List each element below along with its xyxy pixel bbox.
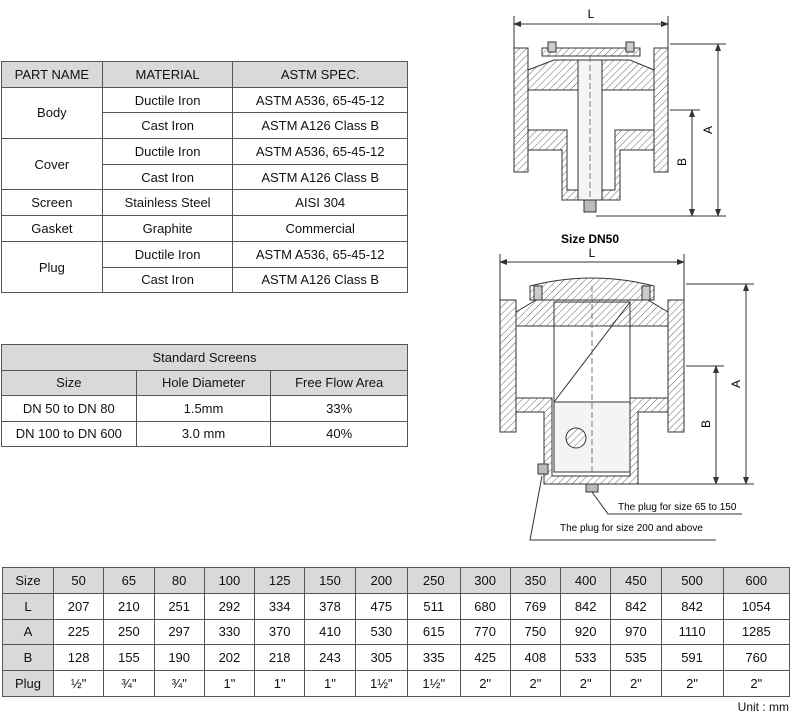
spec-cell: AISI 304 xyxy=(233,190,408,216)
table-cell: 511 xyxy=(408,593,460,619)
materials-table xyxy=(1,61,408,293)
table-cell: DN 100 to DN 600 xyxy=(2,421,137,447)
table-cell: 207 xyxy=(54,593,104,619)
row-label-cell: Plug xyxy=(3,671,54,697)
table-row xyxy=(2,139,408,165)
dim-label-l: L xyxy=(587,7,595,21)
table-cell: 750 xyxy=(510,619,560,645)
size-header-cell: 500 xyxy=(661,568,723,594)
table-cell: 591 xyxy=(661,645,723,671)
table-cell: ½" xyxy=(54,671,104,697)
table-cell: 1.5mm xyxy=(136,396,271,422)
column-header: Size xyxy=(2,370,137,396)
table-cell: 475 xyxy=(355,593,407,619)
size-header-cell: 200 xyxy=(355,568,407,594)
table-cell: 250 xyxy=(104,619,154,645)
size-header-cell: 65 xyxy=(104,568,154,594)
table-cell: 1½" xyxy=(355,671,407,697)
spec-cell: ASTM A126 Class B xyxy=(233,267,408,293)
table-cell: 920 xyxy=(561,619,611,645)
table-cell: 770 xyxy=(460,619,510,645)
table-cell: 40% xyxy=(271,421,408,447)
table-cell: 370 xyxy=(255,619,305,645)
table-cell: 1" xyxy=(204,671,254,697)
table-cell: 190 xyxy=(154,645,204,671)
material-cell: Ductile Iron xyxy=(102,241,233,267)
table-cell: ¾" xyxy=(154,671,204,697)
table-row xyxy=(2,216,408,242)
size-header-cell: 300 xyxy=(460,568,510,594)
table-row xyxy=(3,671,790,697)
column-header: Hole Diameter xyxy=(136,370,271,396)
size-header-cell: 150 xyxy=(305,568,355,594)
drawing-caption: Size DN50 xyxy=(560,232,620,246)
spec-cell: ASTM A126 Class B xyxy=(233,113,408,139)
part-name-cell: Screen xyxy=(2,190,103,216)
table-cell: 155 xyxy=(104,645,154,671)
dimensions-table xyxy=(2,567,790,697)
table-cell: 410 xyxy=(305,619,355,645)
spec-cell: ASTM A536, 65-45-12 xyxy=(233,87,408,113)
table-header-row xyxy=(3,568,790,594)
table-cell: 2" xyxy=(661,671,723,697)
plug-note-small: The plug for size 65 to 150 xyxy=(618,502,737,513)
material-cell: Stainless Steel xyxy=(102,190,233,216)
strainer-dn50-drawing xyxy=(514,7,726,246)
table-cell: 2" xyxy=(510,671,560,697)
table-cell: 1" xyxy=(255,671,305,697)
part-name-cell: Body xyxy=(2,87,103,138)
row-label-cell: L xyxy=(3,593,54,619)
part-name-cell: Cover xyxy=(2,139,103,190)
table-cell: 305 xyxy=(355,645,407,671)
table-cell: 1110 xyxy=(661,619,723,645)
table-header-row xyxy=(2,370,408,396)
column-header: Free Flow Area xyxy=(271,370,408,396)
part-name-cell: Plug xyxy=(2,241,103,292)
dim-label-a: A xyxy=(701,125,715,135)
size-header-cell: 50 xyxy=(54,568,104,594)
spec-cell: ASTM A536, 65-45-12 xyxy=(233,241,408,267)
row-label-cell: Size xyxy=(3,568,54,594)
table-cell: 842 xyxy=(661,593,723,619)
material-cell: Graphite xyxy=(102,216,233,242)
spec-cell: Commercial xyxy=(233,216,408,242)
table-cell: 425 xyxy=(460,645,510,671)
table-row xyxy=(2,190,408,216)
table-cell: 1½" xyxy=(408,671,460,697)
size-header-cell: 350 xyxy=(510,568,560,594)
strainer-large-drawing xyxy=(500,246,754,540)
table-cell: 842 xyxy=(611,593,661,619)
size-header-cell: 80 xyxy=(154,568,204,594)
table-cell: 842 xyxy=(561,593,611,619)
table-cell: 210 xyxy=(104,593,154,619)
table-cell: 769 xyxy=(510,593,560,619)
table-cell: 2" xyxy=(611,671,661,697)
table-cell: 218 xyxy=(255,645,305,671)
table-cell: ¾" xyxy=(104,671,154,697)
dim-label-b-2: B xyxy=(699,419,713,429)
table-title: Standard Screens xyxy=(2,345,408,371)
column-header: ASTM SPEC. xyxy=(233,62,408,88)
table-cell: 378 xyxy=(305,593,355,619)
table-cell: 1054 xyxy=(723,593,789,619)
table-cell: 533 xyxy=(561,645,611,671)
table-row xyxy=(2,396,408,422)
table-cell: 530 xyxy=(355,619,407,645)
dim-label-l-2: L xyxy=(588,246,596,260)
material-cell: Cast Iron xyxy=(102,164,233,190)
size-header-cell: 250 xyxy=(408,568,460,594)
table-cell: 970 xyxy=(611,619,661,645)
part-name-cell: Gasket xyxy=(2,216,103,242)
table-cell: 33% xyxy=(271,396,408,422)
table-cell: 1" xyxy=(305,671,355,697)
table-cell: DN 50 to DN 80 xyxy=(2,396,137,422)
size-header-cell: 400 xyxy=(561,568,611,594)
table-cell: 335 xyxy=(408,645,460,671)
material-cell: Ductile Iron xyxy=(102,139,233,165)
table-row xyxy=(3,593,790,619)
table-cell: 2" xyxy=(723,671,789,697)
row-label-cell: B xyxy=(3,645,54,671)
dim-label-a-2: A xyxy=(729,379,743,389)
row-label-cell: A xyxy=(3,619,54,645)
table-row xyxy=(2,241,408,267)
table-cell: 615 xyxy=(408,619,460,645)
table-cell: 225 xyxy=(54,619,104,645)
dim-label-b: B xyxy=(675,157,689,167)
table-cell: 760 xyxy=(723,645,789,671)
table-row xyxy=(2,87,408,113)
table-cell: 2" xyxy=(561,671,611,697)
table-header-row xyxy=(2,62,408,88)
table-cell: 3.0 mm xyxy=(136,421,271,447)
unit-note: Unit : mm xyxy=(737,700,789,714)
size-header-cell: 100 xyxy=(204,568,254,594)
spec-cell: ASTM A126 Class B xyxy=(233,164,408,190)
plug-note-large: The plug for size 200 and above xyxy=(560,523,703,534)
size-header-cell: 450 xyxy=(611,568,661,594)
material-cell: Cast Iron xyxy=(102,267,233,293)
screens-table xyxy=(1,344,408,447)
strainer-drawing xyxy=(490,0,790,560)
table-cell: 202 xyxy=(204,645,254,671)
table-cell: 1285 xyxy=(723,619,789,645)
table-cell: 330 xyxy=(204,619,254,645)
table-cell: 535 xyxy=(611,645,661,671)
table-cell: 243 xyxy=(305,645,355,671)
table-cell: 297 xyxy=(154,619,204,645)
size-header-cell: 125 xyxy=(255,568,305,594)
size-header-cell: 600 xyxy=(723,568,789,594)
table-cell: 128 xyxy=(54,645,104,671)
table-title-row xyxy=(2,345,408,371)
table-cell: 2" xyxy=(460,671,510,697)
table-row xyxy=(2,421,408,447)
column-header: MATERIAL xyxy=(102,62,233,88)
material-cell: Ductile Iron xyxy=(102,87,233,113)
table-row xyxy=(3,619,790,645)
table-cell: 251 xyxy=(154,593,204,619)
table-cell: 680 xyxy=(460,593,510,619)
column-header: PART NAME xyxy=(2,62,103,88)
material-cell: Cast Iron xyxy=(102,113,233,139)
table-row xyxy=(3,645,790,671)
table-cell: 334 xyxy=(255,593,305,619)
spec-cell: ASTM A536, 65-45-12 xyxy=(233,139,408,165)
table-cell: 292 xyxy=(204,593,254,619)
table-cell: 408 xyxy=(510,645,560,671)
